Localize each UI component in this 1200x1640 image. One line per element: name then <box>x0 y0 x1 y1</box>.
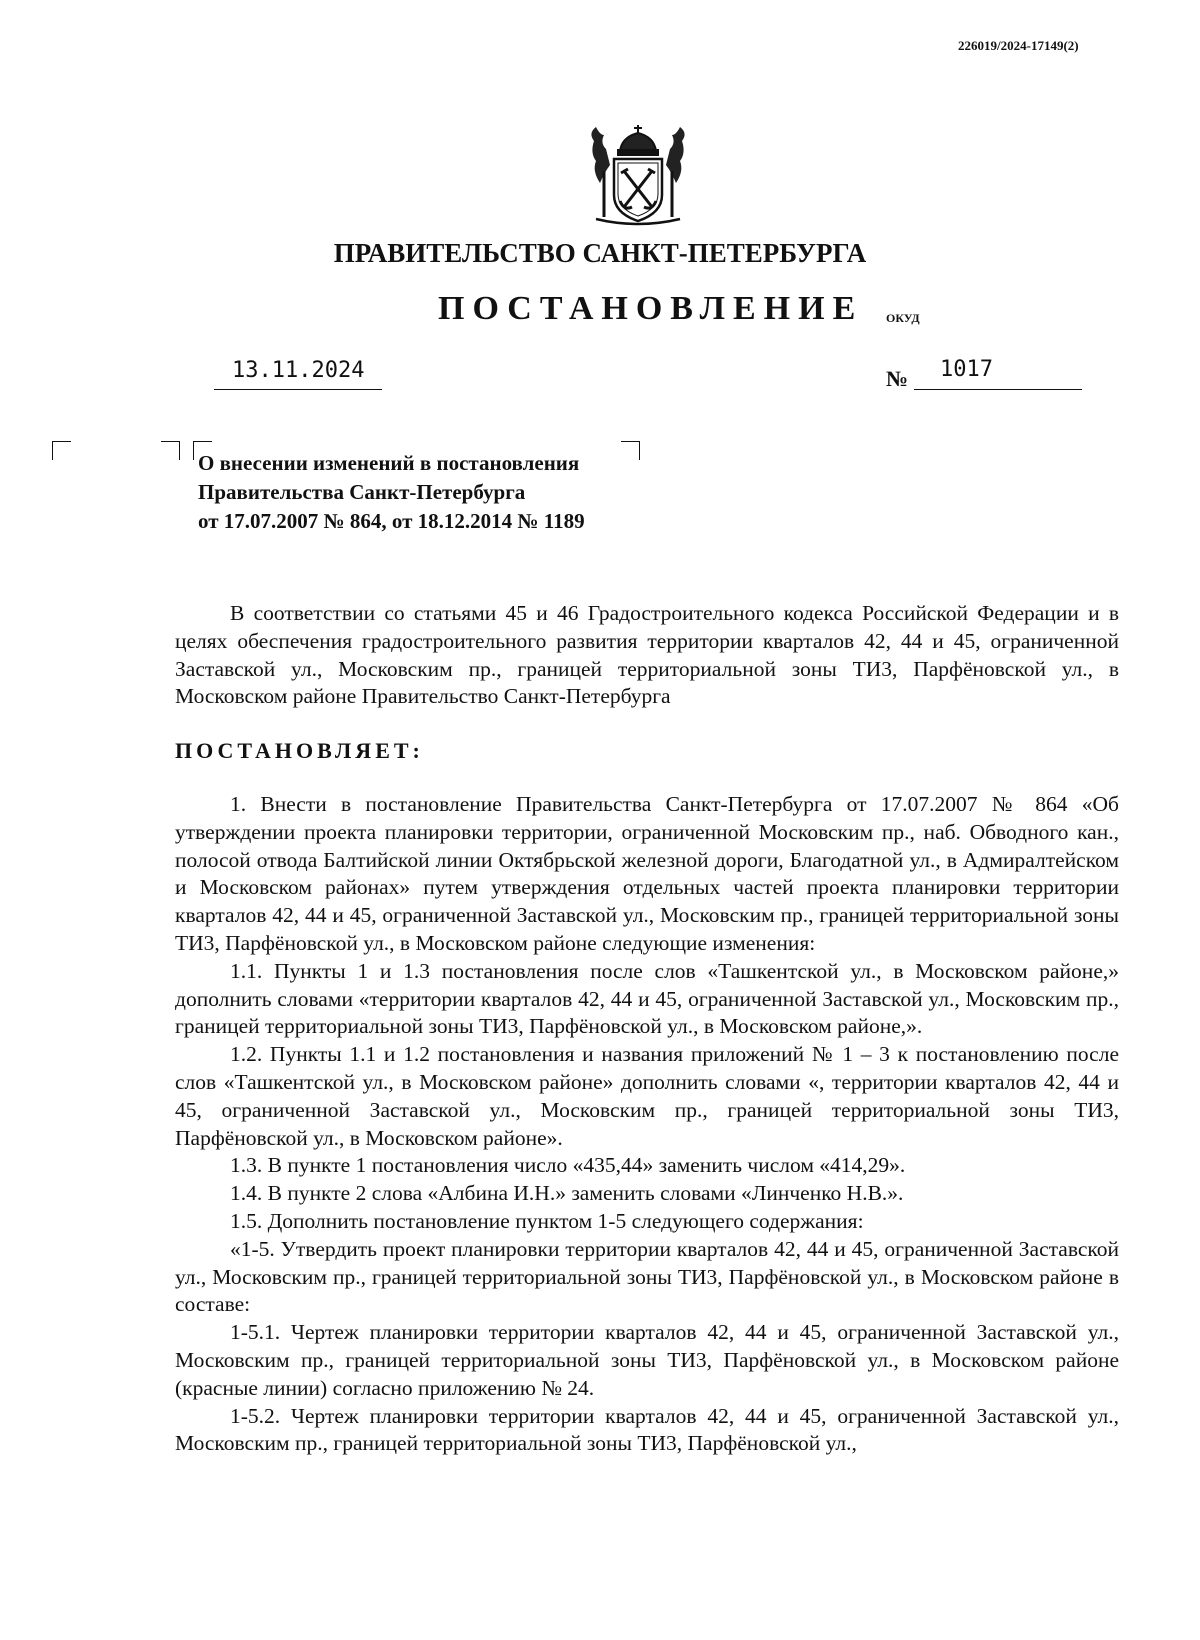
decree-date: 13.11.2024 <box>232 358 365 383</box>
subject-line: от 17.07.2007 № 864, от 18.12.2014 № 1189 <box>198 509 585 533</box>
number-sign: № <box>886 366 909 391</box>
decree-number: 1017 <box>940 357 993 382</box>
corner-mark-subject-left <box>161 441 180 460</box>
okud-label: ОКУД <box>886 311 920 325</box>
government-title: ПРАВИТЕЛЬСТВО САНКТ-ПЕТЕРБУРГА <box>333 238 867 268</box>
item-paragraph: 1-5.2. Чертеж планировки территории кварталов 42, 44 и 45, ограниченной Заставской ул., Московским пр., границей территориальной зоны ТИ3, Парфёновской ул., <box>175 1403 1119 1456</box>
date-underline <box>214 389 382 390</box>
resolve-heading: ПОСТАНОВЛЯЕТ: <box>175 738 424 763</box>
decree-items <box>175 791 1119 1458</box>
corner-mark-subject-right <box>621 441 640 460</box>
subject-line: О внесении изменений в постановления <box>198 451 580 475</box>
item-paragraph: 1. Внести в постановление Правительства Санкт-Петербурга от 17.07.2007 № 864 «Об утверждении проекта планировки территории, ограниченной Московским пр., наб. Обводного кан., полосой отвода Балтийской линии Октябрьской железной дороги, Благодатной ул., в Адмиралтейском и Московском районах» путем утверждения отдельных частей проекта планировки территории кварталов 42, 44 и 45, ограниченной Заставской ул., Московским пр., границей территориальной зоны ТИ3, Парфёновской ул., в Московском районе следующие изменения: <box>175 792 1119 955</box>
item-paragraph: 1.4. В пункте 2 слова «Албина И.Н.» заменить словами «Линченко Н.В.». <box>230 1181 904 1206</box>
subject-line: Правительства Санкт-Петербурга <box>198 480 526 504</box>
document-registration-number: 226019/2024-17149(2) <box>958 38 1079 53</box>
number-underline <box>914 389 1082 390</box>
decree-subject <box>198 449 585 536</box>
decree-title: ПОСТАНОВЛЕНИЕ <box>438 290 864 327</box>
item-paragraph: 1.5. Дополнить постановление пунктом 1-5 следующего содержания: <box>230 1208 864 1233</box>
corner-mark-left <box>52 441 71 460</box>
preamble <box>175 600 1119 711</box>
item-paragraph: «1-5. Утвердить проект планировки территории кварталов 42, 44 и 45, ограниченной Заставской ул., Московским пр., границей территориальной зоны ТИ3, Парфёновской ул., в Московском районе в составе: <box>175 1236 1119 1317</box>
item-paragraph: 1.2. Пункты 1.1 и 1.2 постановления и названия приложений № 1 – 3 к постановлению после слов «Ташкентской ул., в Московском районе» дополнить словами «, территории кварталов 42, 44 и 45, ограниченной Заставской ул., Московским пр., границей территориальной зоны ТИ3, Парфёновской ул., в Московском районе». <box>175 1042 1119 1150</box>
preamble-paragraph: В соответствии со статьями 45 и 46 Градостроительного кодекса Российской Федерации и в целях обеспечения градостроительного развития территории кварталов 42, 44 и 45, ограниченной Заставской ул., Московским пр., границей территориальной зоны ТИ3, Парфёновской ул., в Московском районе Правительство Санкт-Петербурга <box>175 601 1119 709</box>
coat-of-arms-icon <box>586 121 690 229</box>
item-paragraph: 1.1. Пункты 1 и 1.3 постановления после слов «Ташкентской ул., в Московском районе,» дополнить словами «территории кварталов 42, 44 и 45, ограниченной Заставской ул., Московским пр., границей территориальной зоны ТИ3, Парфёновской ул., в Московском районе,». <box>175 958 1119 1039</box>
item-paragraph: 1-5.1. Чертеж планировки территории кварталов 42, 44 и 45, ограниченной Заставской ул., Московским пр., границей территориальной зоны ТИ3, Парфёновской ул., в Московском районе (красные линии) согласно приложению № 24. <box>175 1320 1119 1400</box>
item-paragraph: 1.3. В пункте 1 постановления число «435,44» заменить числом «414,29». <box>230 1153 906 1178</box>
